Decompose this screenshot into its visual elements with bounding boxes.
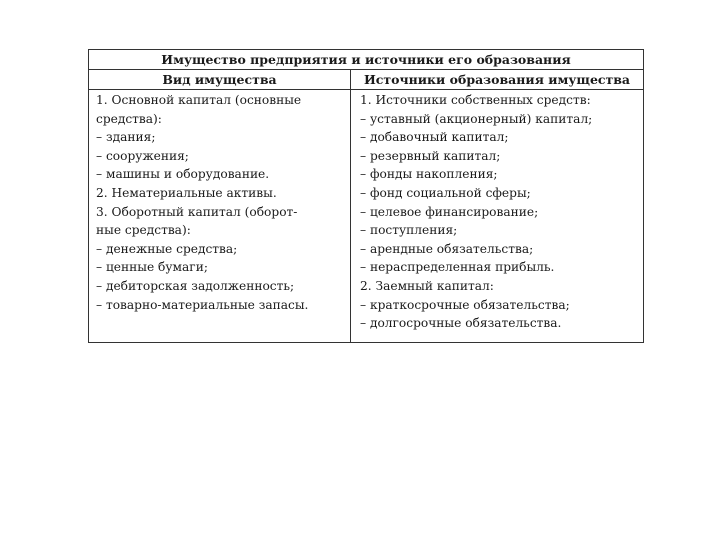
source-line: – долгосрочные обязательства. (360, 316, 562, 331)
source-line: – поступления; (360, 223, 458, 238)
asset-line: – ценные бумаги; (96, 260, 208, 275)
asset-line: – дебиторская задолженность; (96, 278, 295, 293)
assets-sources-table (88, 49, 644, 343)
asset-line: средства): (96, 111, 162, 126)
table-header-row (89, 70, 643, 90)
table-title: Имущество предприятия и источники его образования (89, 50, 643, 70)
table-body-row (89, 90, 643, 343)
asset-line: ные средства): (96, 223, 191, 238)
asset-line: – сооружения; (96, 148, 189, 163)
funding-sources-column (351, 90, 643, 343)
source-line: – уставный (акционерный) капитал; (360, 111, 593, 126)
asset-line: 2. Нематериальные активы. (96, 185, 277, 200)
asset-line: – машины и оборудование. (96, 167, 270, 182)
asset-types-column (89, 90, 351, 343)
header-asset-type: Вид имущества (89, 70, 351, 89)
source-line: – целевое финансирование; (360, 204, 539, 219)
asset-line: – здания; (96, 130, 156, 145)
source-line: – нераспределенная прибыль. (360, 260, 555, 275)
source-line: 2. Заемный капитал: (360, 278, 494, 293)
source-line: – арендные обязательства; (360, 241, 534, 256)
source-line: 1. Источники собственных средств: (360, 93, 591, 107)
source-line: – фонды накопления; (360, 167, 498, 182)
header-funding-sources: Источники образования имущества (363, 72, 631, 87)
source-line: – резервный капитал; (360, 148, 501, 163)
asset-line: 3. Оборотный капитал (оборот- (96, 204, 298, 219)
source-line: – добавочный капитал; (360, 130, 509, 145)
asset-line: 1. Основной капитал (основные (96, 93, 302, 107)
source-line: – краткосрочные обязательства; (360, 297, 570, 312)
asset-line: – товарно-материальные запасы. (96, 297, 309, 312)
source-line: – фонд социальной сферы; (360, 185, 531, 200)
asset-line: – денежные средства; (96, 241, 238, 256)
